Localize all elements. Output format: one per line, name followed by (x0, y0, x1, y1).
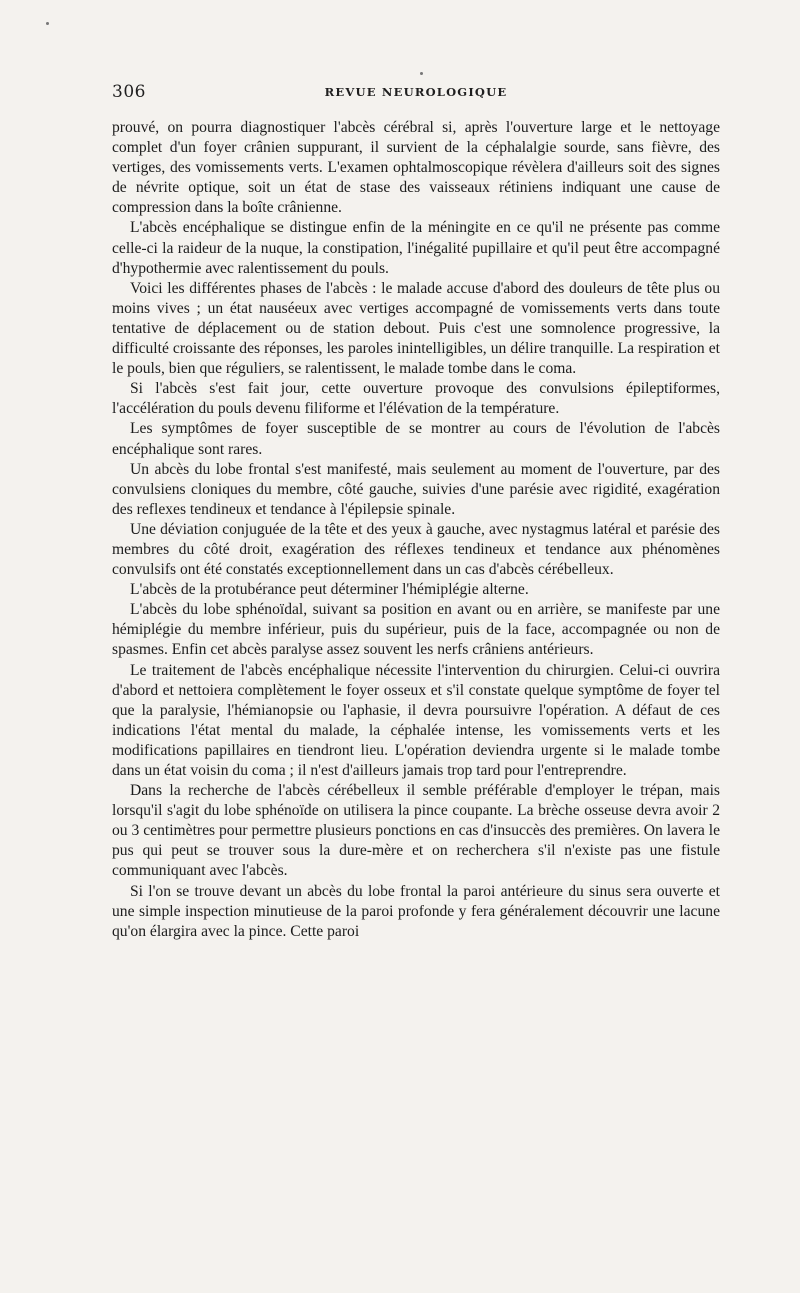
body-text (112, 118, 720, 942)
paragraph-5: Les symptômes de foyer susceptible de se montrer au cours de l'évolution de l'abcès encéphalique sont rares. (112, 420, 720, 458)
paragraph-2: L'abcès encéphalique se distingue enfin de la méningite en ce qu'il ne présente pas comme celle-ci la raideur de la nuque, la constipation, l'inégalité pupillaire et qu'il peut être accompagné d'hypothermie avec ralentissement du pouls. (112, 219, 720, 277)
paragraph-4: Si l'abcès s'est fait jour, cette ouverture provoque des convulsions épileptiformes, l'accélération du pouls devenu filiforme et l'élévation de la température. (112, 380, 720, 418)
paragraph-11: Dans la recherche de l'abcès cérébelleux il semble préférable d'employer le trépan, mais lorsqu'il s'agit du lobe sphénoïde on utilisera la pince coupante. La brèche osseuse devra avoir 2 ou 3 centimètres pour permettre plusieurs ponctions en cas d'insuccès des premières. On lavera le pus qui peut se trouver sous la dure-mère et on recherchera s'il n'existe pas une fistule communiquant avec l'abcès. (112, 782, 720, 880)
paragraph-9: L'abcès du lobe sphénoïdal, suivant sa position en avant ou en arrière, se manifeste par une hémiplégie du membre inférieur, puis du supérieur, puis de la face, accompagnée ou non de spasmes. Enfin cet abcès paralyse assez souvent les nerfs crâniens antérieurs. (112, 601, 720, 659)
paragraph-8: L'abcès de la protubérance peut déterminer l'hémiplégie alterne. (130, 581, 529, 599)
running-title: REVUE NEUROLOGIQUE (324, 85, 508, 99)
page-header (112, 82, 720, 108)
paragraph-6: Un abcès du lobe frontal s'est manifesté, mais seulement au moment de l'ouverture, par des convulsiens cloniques du membre, côté gauche, suivies d'une parésie avec rigidité, exagération des reflexes tendineux et tendance à l'épilepsie spinale. (112, 460, 720, 518)
paragraph-12: Si l'on se trouve devant un abcès du lobe frontal la paroi antérieure du sinus sera ouverte et une simple inspection minutieuse de la paroi profonde y fera généralement découvrir une lacune qu'on élargira avec la pince. Cette paroi (112, 882, 720, 940)
paragraph-3: Voici les différentes phases de l'abcès : le malade accuse d'abord des douleurs de tête plus ou moins vives ; un état nauséeux avec vertiges accompagné de vomissements verts dans toute tentative de déplacement ou de station debout. Puis c'est une somnolence progressive, la difficulté croissante des réponses, les paroles inintelligibles, un délire tranquille. La respiration et le pouls, bien que réguliers, se ralentissent, le malade tombe dans le coma. (112, 279, 720, 378)
page-number: 306 (112, 82, 146, 102)
scan-speck (420, 72, 423, 75)
scan-speck (46, 22, 49, 25)
paragraph-7: Une déviation conjuguée de la tête et des yeux à gauche, avec nystagmus latéral et parésie des membres du côté droit, exagération des réflexes tendineux et tendance aux phénomènes convulsifs ont été constatés exceptionnellement dans un cas d'abcès cérébelleux. (112, 520, 720, 579)
paragraph-10: Le traitement de l'abcès encéphalique nécessite l'intervention du chirurgien. Celui-ci ouvrira d'abord et nettoiera complètement le foyer osseux et s'il constate quelque symptôme de foyer tel que la paralysie, l'hémianopsie ou l'aphasie, il devra poursuivre l'opération. A défaut de ces indications l'état mental du malade, la céphalée intense, les vomissements verts et les modifications papillaires en tiendront lieu. L'opération deviendra urgente si le malade tombe dans un état voisin du coma ; il n'est d'ailleurs jamais trop tard pour l'entreprendre. (112, 661, 720, 779)
paragraph-1: prouvé, on pourra diagnostiquer l'abcès cérébral si, après l'ouverture large et le nettoyage complet d'un foyer crânien suppurant, il survient de la céphalalgie sourde, sans fièvre, des vertiges, des vomissements verts. L'examen ophtalmoscopique révèlera d'ailleurs soit des signes de névrite optique, soit un état de stase des vaisseaux rétiniens indiquant une cause de compression dans la boîte crânienne. (112, 119, 720, 217)
